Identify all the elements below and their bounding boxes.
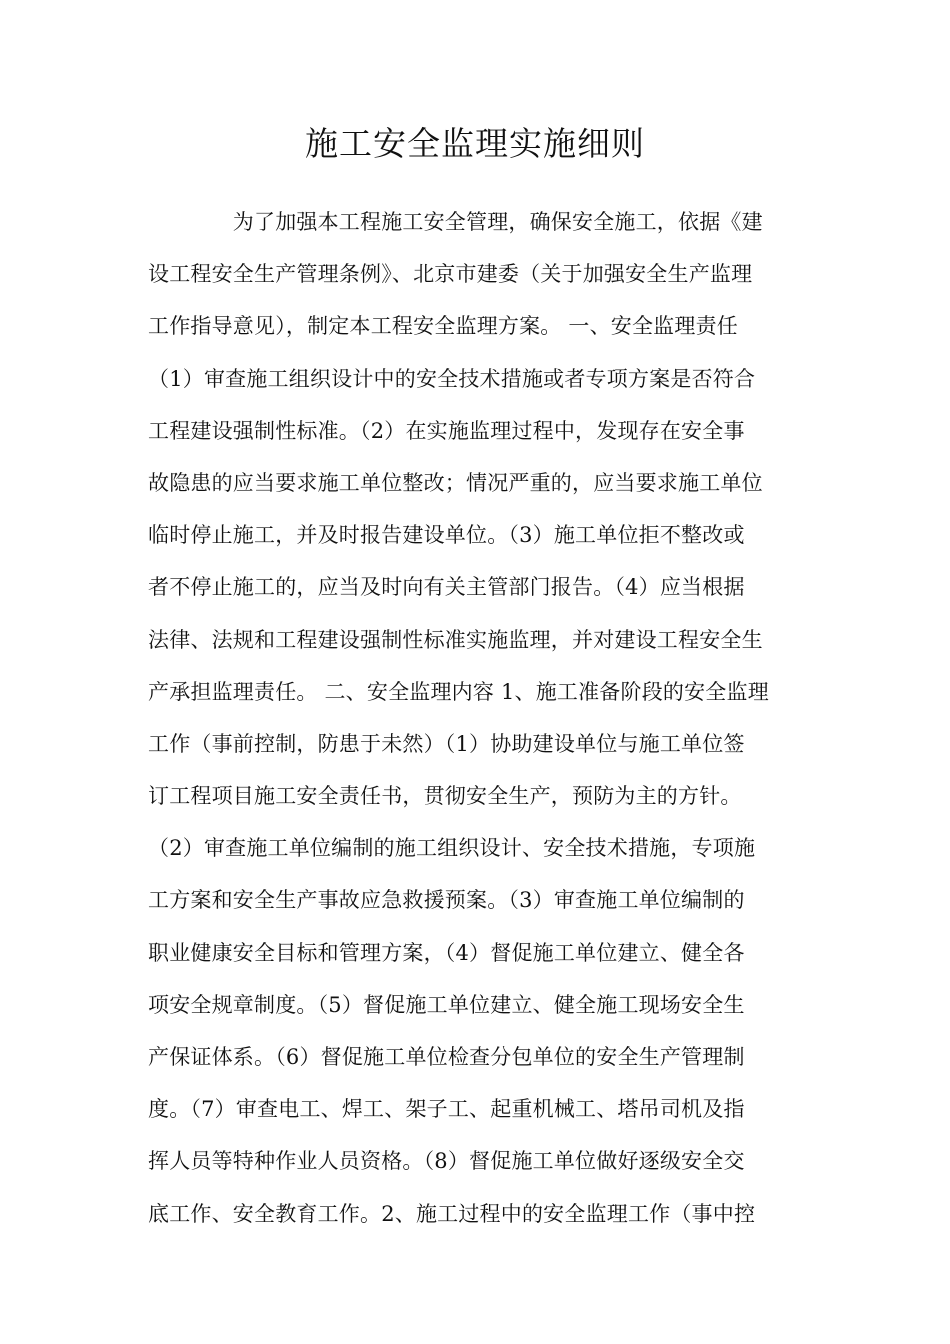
text-line: 工作指导意见），制定本工程安全监理方案。 一、安全监理责任 bbox=[148, 314, 738, 339]
text-line: 者不停止施工的，应当及时向有关主管部门报告。（4）应当根据 bbox=[148, 575, 745, 600]
text-line: 职业健康安全目标和管理方案，（4）督促施工单位建立、健全各 bbox=[148, 940, 745, 965]
text-line: 产承担监理责任。 二、安全监理内容 1、施工准备阶段的安全监理 bbox=[148, 679, 769, 704]
page-title: 施工安全监理实施细则 bbox=[305, 124, 645, 163]
text-line: 挥人员等特种作业人员资格。（8）督促施工单位做好逐级安全交 bbox=[148, 1149, 745, 1174]
text-line: 为了加强本工程施工安全管理，确保安全施工，依据《建 bbox=[148, 210, 763, 234]
text-line: 产保证体系。（6）督促施工单位检查分包单位的安全生产管理制 bbox=[148, 1045, 745, 1069]
text-line: 设工程安全生产管理条例》、北京市建委（关于加强安全生产监理 bbox=[148, 262, 753, 287]
text-line: 临时停止施工，并及时报告建设单位。（3）施工单位拒不整改或 bbox=[148, 523, 745, 548]
text-line: 底工作、安全教育工作。2、施工过程中的安全监理工作（事中控 bbox=[148, 1201, 756, 1226]
text-line: （2）审查施工单位编制的施工组织设计、安全技术措施，专项施 bbox=[148, 836, 756, 861]
text-line: 工程建设强制性标准。（2）在实施监理过程中，发现存在安全事 bbox=[148, 418, 745, 443]
body-paragraph bbox=[148, 196, 808, 1240]
text-line: 工作（事前控制，防患于未然）（1）协助建设单位与施工单位签 bbox=[148, 731, 745, 756]
text-line: 度。（7）审查电工、焊工、架子工、起重机械工、塔吊司机及指 bbox=[148, 1097, 745, 1122]
text-line: 工方案和安全生产事故应急救援预案。（3）审查施工单位编制的 bbox=[148, 888, 745, 913]
text-line: （1）审查施工组织设计中的安全技术措施或者专项方案是否符合 bbox=[148, 366, 756, 391]
text-line: 故隐患的应当要求施工单位整改；情况严重的，应当要求施工单位 bbox=[148, 470, 763, 495]
text-line: 订工程项目施工安全责任书，贯彻安全生产，预防为主的方针。 bbox=[148, 784, 742, 809]
text-line: 项安全规章制度。（5）督促施工单位建立、健全施工现场安全生 bbox=[148, 992, 745, 1017]
text-line: 法律、法规和工程建设强制性标准实施监理，并对建设工程安全生 bbox=[148, 627, 763, 652]
